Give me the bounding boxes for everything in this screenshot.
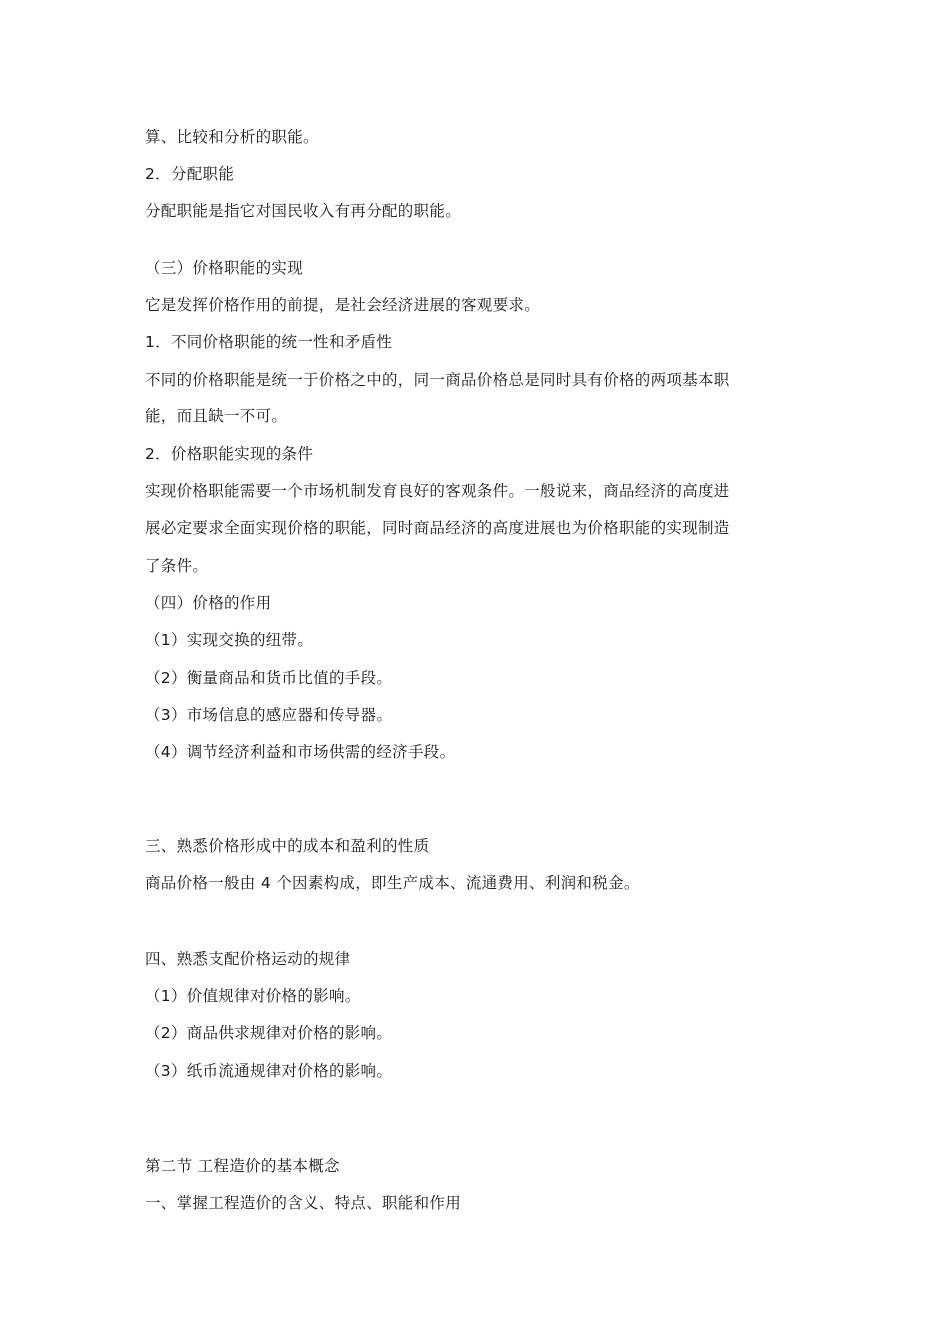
subheading: 2．价格职能实现的条件 [145, 445, 314, 463]
subheading: 2．分配职能 [145, 165, 235, 183]
text-line: 实现价格职能需要一个市场机制发育良好的客观条件。一般说来，商品经济的高度进 [145, 482, 730, 500]
text-line: 能，而且缺一不可。 [145, 407, 288, 425]
list-item: （1）价值规律对价格的影响。 [145, 987, 361, 1005]
list-item: （3）市场信息的感应器和传导器。 [145, 706, 393, 724]
section-heading: （四）价格的作用 [145, 594, 272, 612]
list-item: （3）纸币流通规律对价格的影响。 [145, 1062, 393, 1080]
chapter-heading: 一、掌握工程造价的含义、特点、职能和作用 [145, 1194, 462, 1212]
text-line: 分配职能是指它对国民收入有再分配的职能。 [145, 202, 462, 220]
text-line: 不同的价格职能是统一于价格之中的，同一商品价格总是同时具有价格的两项基本职 [145, 371, 730, 389]
subheading: 1．不同价格职能的统一性和矛盾性 [145, 333, 393, 351]
list-item: （2）商品供求规律对价格的影响。 [145, 1024, 393, 1042]
text-line: 商品价格一般由 4 个因素构成，即生产成本、流通费用、利润和税金。 [145, 874, 640, 892]
text-line: 算、比较和分析的职能。 [145, 128, 319, 146]
section-heading: （三）价格职能的实现 [145, 259, 304, 277]
section-title: 第二节 工程造价的基本概念 [145, 1157, 340, 1175]
list-item: （4）调节经济利益和市场供需的经济手段。 [145, 743, 456, 761]
text-line: 它是发挥价格作用的前提，是社会经济进展的客观要求。 [145, 296, 541, 314]
list-item: （2）衡量商品和货币比值的手段。 [145, 669, 393, 687]
list-item: （1）实现交换的纽带。 [145, 631, 314, 649]
text-line: 展必定要求全面实现价格的职能，同时商品经济的高度进展也为价格职能的实现制造 [145, 519, 730, 537]
chapter-heading: 四、熟悉支配价格运动的规律 [145, 950, 351, 968]
chapter-heading: 三、熟悉价格形成中的成本和盈利的性质 [145, 837, 430, 855]
text-line: 了条件。 [145, 557, 209, 575]
